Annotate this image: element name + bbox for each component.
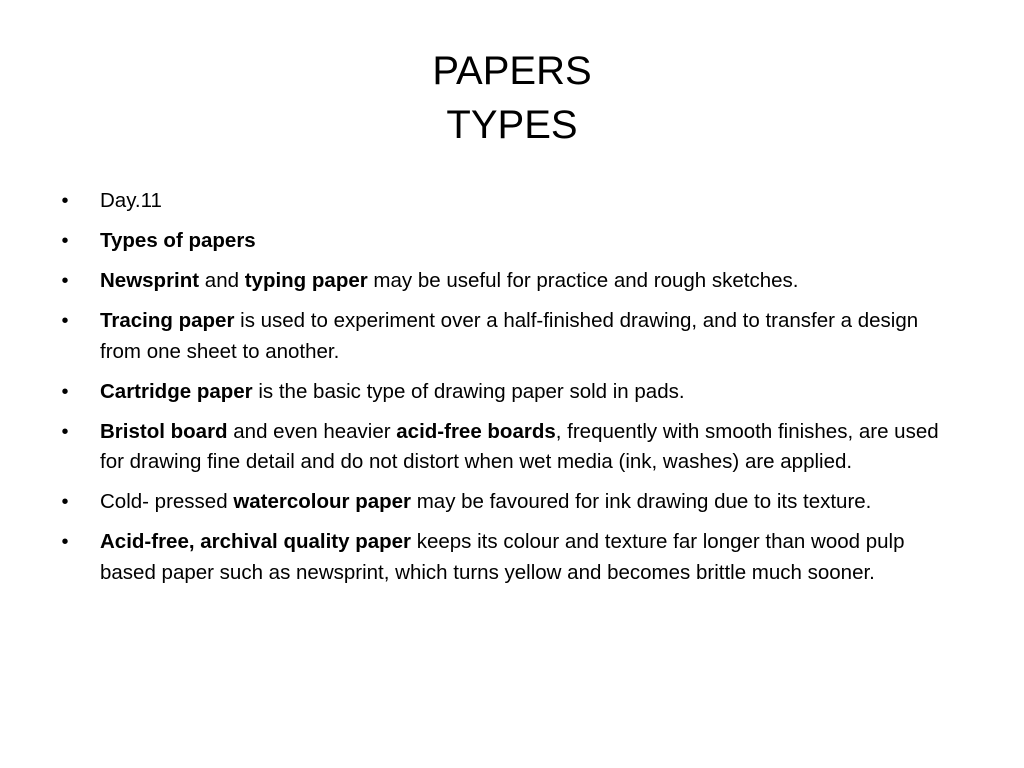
bullet-dot-icon: • bbox=[61, 190, 69, 212]
bullet-text: and even heavier bbox=[227, 419, 397, 443]
bullet-item bbox=[58, 527, 958, 588]
bullet-text: Cold- pressed bbox=[100, 490, 234, 513]
slide-title-line-2: TYPES bbox=[446, 103, 578, 147]
bullet-text: , frequently with smooth finishes, are used for drawing fine detail and do not distort when wet media (ink, washes) are applied. bbox=[100, 419, 939, 473]
bullet-bold-text: acid-free boards bbox=[396, 419, 556, 443]
bullet-bold-text: Acid-free, archival quality paper bbox=[100, 530, 412, 553]
bullet-dot-icon: • bbox=[61, 270, 69, 292]
bullet-dot-icon: • bbox=[61, 531, 69, 553]
bullet-bold-text: typing paper bbox=[244, 269, 368, 292]
bullet-text: and bbox=[199, 269, 245, 292]
bullet-dot-icon: • bbox=[61, 380, 69, 403]
bullet-bold-text: Types of papers bbox=[100, 229, 256, 252]
bullet-dot-icon: • bbox=[61, 491, 69, 513]
bullet-dot-icon: • bbox=[61, 230, 69, 252]
slide-title-line-1: PAPERS bbox=[432, 49, 592, 93]
bullet-dot-icon: • bbox=[61, 420, 69, 443]
slide-title bbox=[0, 44, 1024, 152]
bullet-bold-text: Newsprint bbox=[100, 269, 200, 292]
bullet-text: may be favoured for ink drawing due to its texture. bbox=[411, 490, 872, 513]
bullet-list bbox=[58, 186, 958, 598]
bullet-text: is used to experiment over a half-finished drawing, and to transfer a design from one sheet to another. bbox=[100, 309, 919, 363]
bullet-bold-text: Cartridge paper bbox=[100, 379, 253, 403]
bullet-item bbox=[58, 417, 958, 478]
bullet-item bbox=[58, 487, 958, 518]
bullet-dot-icon: • bbox=[61, 310, 69, 332]
bullet-item bbox=[58, 377, 958, 408]
bullet-text: is the basic type of drawing paper sold in pads. bbox=[252, 379, 685, 403]
bullet-bold-text: Bristol board bbox=[100, 419, 228, 443]
bullet-item bbox=[58, 186, 958, 217]
bullet-text: Day.11 bbox=[100, 189, 162, 212]
bullet-bold-text: Tracing paper bbox=[100, 309, 235, 332]
bullet-text: keeps its colour and texture far longer than wood pulp based paper such as newsprint, which turns yellow and becomes brittle much sooner. bbox=[100, 530, 905, 584]
bullet-item bbox=[58, 226, 958, 257]
bullet-item bbox=[58, 266, 958, 297]
bullet-item bbox=[58, 306, 958, 367]
bullet-bold-text: watercolour paper bbox=[233, 490, 412, 513]
bullet-text: may be useful for practice and rough sketches. bbox=[367, 269, 799, 292]
